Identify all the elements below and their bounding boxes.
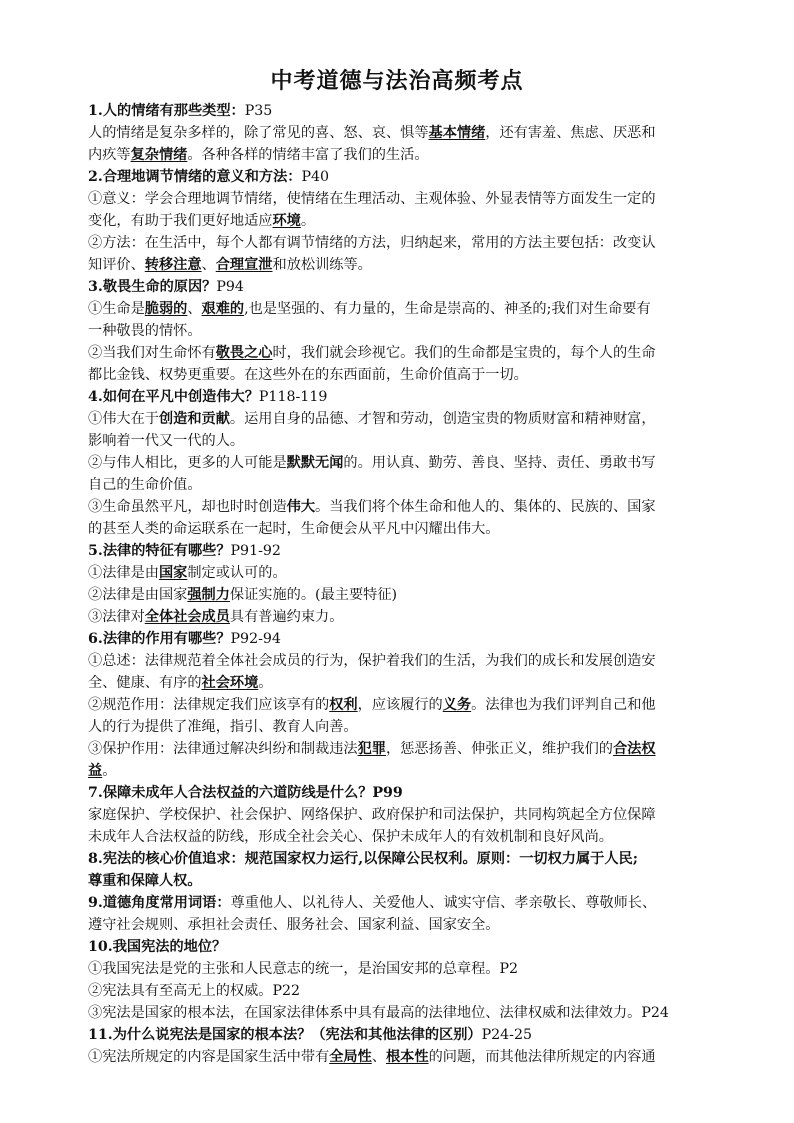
key-term: 益 (88, 763, 103, 779)
text-line (60, 606, 734, 628)
text-run: 制定或认可的。 (187, 565, 287, 581)
key-term: 转移注意 (144, 257, 202, 273)
text-run: 知评价、 (88, 257, 145, 273)
text-line (60, 958, 734, 980)
text-line (60, 892, 734, 914)
bold-text: 6. (88, 631, 103, 647)
bold-text: 道德角度常用词语： (102, 895, 231, 911)
text-run: 都比金钱、权势更重要。在这些外在的东西面前，生命价值高于一切。 (88, 367, 528, 383)
text-line (60, 628, 734, 650)
text-run: P35 (244, 103, 273, 119)
bold-text: 尊重和保障人权。 (88, 873, 202, 889)
text-line (60, 672, 734, 694)
text-line (60, 232, 734, 254)
text-line (60, 100, 734, 122)
text-line (60, 408, 734, 430)
key-term: 强制力 (187, 587, 230, 603)
text-run: 一种敬畏的情怀。 (88, 323, 202, 339)
text-run: 。 (300, 213, 316, 229)
text-line (60, 562, 734, 584)
key-term: 义务 (442, 697, 472, 713)
text-run: 、 (371, 1049, 386, 1065)
bold-text: 默默无闻 (286, 455, 344, 471)
text-run: ①宪法所规定的内容是国家生活中带有 (88, 1049, 330, 1065)
text-run: P92-94 (230, 631, 281, 647)
bold-text: 创造和贡献 (158, 411, 230, 427)
bold-text: 敬畏生命的原因？ (102, 279, 217, 295)
text-run: ,也是坚强的、有力量的，生命是崇高的、神圣的;我们对生命要有 (244, 301, 651, 317)
text-line (60, 848, 734, 870)
bold-text: 如何在平凡中创造伟大？ (102, 389, 259, 405)
bold-text: 5. (88, 543, 103, 559)
key-term: 合法权 (612, 741, 656, 757)
text-run: ③法律对 (88, 609, 145, 625)
text-run: ②宪法具有至高无上的权威。P22 (88, 983, 301, 999)
text-run: ③生命虽然平凡，却也时时创造 (88, 499, 287, 515)
text-run: ②方法：在生活中，每个人都有调节情绪的方法，归纳起来，常用的方法主要包括：改变认 (88, 235, 656, 251)
bold-text: 保障未成年人合法权益的六道防线是什么？ (102, 785, 373, 801)
text-run: ，惩恶扬善、伸张正义，维护我们的 (385, 741, 613, 757)
text-line (60, 540, 734, 562)
text-run: 变化，有助于我们更好地适应 (88, 213, 273, 229)
text-run: ②与伟人相比，更多的人可能是 (88, 455, 287, 471)
text-run: ①意义：学会合理地调节情绪，使情绪在生理活动、主观体验、外显表情等方面发生一定的 (88, 191, 656, 207)
text-line (60, 254, 734, 276)
key-term: 合理宣泄 (215, 257, 273, 273)
key-term: 复杂情绪 (130, 147, 188, 163)
text-run: 。 (258, 675, 273, 691)
text-run: ①生命是 (88, 301, 145, 317)
text-run: 人的行为提供了准绳，指引、教育人向善。 (88, 719, 358, 735)
text-run: 、 (187, 301, 202, 317)
key-term: 艰难的 (201, 301, 245, 317)
bold-text: 我国宪法的地位？ (112, 939, 227, 955)
text-line (60, 276, 734, 298)
text-line (60, 716, 734, 738)
text-run: 、 (201, 257, 216, 273)
text-line (60, 474, 734, 496)
bold-text: 伟大 (286, 499, 316, 515)
bold-text: 法律的作用有哪些？ (102, 631, 231, 647)
text-run: P40 (301, 169, 330, 185)
key-term: 社会环境 (201, 675, 259, 691)
text-run: P118-119 (258, 389, 328, 405)
text-run: 家庭保护、学校保护、社会保护、网络保护、政府保护和司法保护，共同构筑起全方位保障 (88, 807, 656, 823)
key-term: 基本情绪 (428, 125, 486, 141)
text-line (60, 518, 734, 540)
document-body (60, 100, 734, 1068)
text-run: 具有普遍约束力。 (229, 609, 344, 625)
key-term: 全局性 (329, 1049, 372, 1065)
bold-text: 2. (88, 169, 103, 185)
key-term: 环境 (272, 213, 301, 229)
text-run: ③宪法是国家的根本法，在国家法律体系中具有最高的法律地位、法律权威和法律效力。P24 (88, 1005, 669, 1021)
bold-text: 1. (88, 103, 103, 119)
bold-text: P99 (372, 785, 403, 801)
key-term: 敬畏之心 (215, 345, 273, 361)
text-line (60, 342, 734, 364)
text-run: ，还有害羞、焦虑、厌恶和 (485, 125, 656, 141)
text-line (60, 496, 734, 518)
text-run: 。法律也为我们评判自己和他 (471, 697, 656, 713)
bold-text: 为什么说宪法是国家的根本法？（宪法和其他法律的区别） (112, 1027, 482, 1043)
text-run: ①我国宪法是党的主张和人民意志的统一，是治国安邦的总章程。P2 (88, 961, 519, 977)
text-line (60, 166, 734, 188)
text-run: 遵守社会规则、承担社会责任、服务社会、国家利益、国家安全。 (88, 917, 500, 933)
document-title: 中考道德与法治高频考点 (270, 69, 524, 94)
bold-text: 8. (88, 851, 103, 867)
bold-text: 3. (88, 279, 103, 295)
text-line (60, 144, 734, 166)
bold-text: 4. (88, 389, 103, 405)
text-line (60, 298, 734, 320)
text-line (60, 694, 734, 716)
text-line (60, 914, 734, 936)
text-line (60, 936, 734, 958)
text-run: ③保护作用：法律通过解决纠纷和制裁违法 (88, 741, 358, 757)
text-run: P91-92 (230, 543, 281, 559)
text-run: ②法律是由国家 (88, 587, 188, 603)
text-line (60, 584, 734, 606)
key-term: 全体社会成员 (144, 609, 230, 625)
bold-text: 11. (88, 1027, 113, 1043)
text-line (60, 386, 734, 408)
text-line (60, 1002, 734, 1024)
text-run: 。各种各样的情绪丰富了我们的生活。 (187, 147, 429, 163)
text-run: 时，我们就会珍视它。我们的生命都是宝贵的，每个人的生命 (272, 345, 656, 361)
text-run: ①法律是由 (88, 565, 159, 581)
text-run: 保证实施的。(最主要特征) (229, 587, 398, 603)
text-run: 。当我们将个体生命和他人的、集体的、民族的、国家 (315, 499, 656, 515)
text-line (60, 188, 734, 210)
bold-text: 宪法的核心价值追求：规范国家权力运行,以保障公民权利。原则：一切权力属于人民; (102, 851, 638, 867)
text-run: 。运用自身的品德、才智和劳动，创造宝贵的物质财富和精神财富， (229, 411, 656, 427)
text-run: 的问题，而其他法律所规定的内容通 (428, 1049, 656, 1065)
text-line (60, 1024, 734, 1046)
text-line (60, 1046, 734, 1068)
text-run: P94 (216, 279, 244, 295)
text-line (60, 826, 734, 848)
text-line (60, 738, 734, 760)
text-line (60, 804, 734, 826)
text-run: ，应该履行的 (357, 697, 443, 713)
text-line (60, 760, 734, 782)
text-run: ②当我们对生命怀有 (88, 345, 216, 361)
text-run: ①伟大在于 (88, 411, 159, 427)
text-run: 人的情绪是复杂多样的，除了常见的喜、怒、哀、惧等 (88, 125, 429, 141)
text-run: 影响着一代又一代的人。 (88, 433, 245, 449)
text-line (60, 980, 734, 1002)
text-run: 未成年人合法权益的防线，形成全社会关心、保护未成年人的有效机制和良好风尚。 (88, 829, 613, 845)
bold-text: 法律的特征有哪些？ (102, 543, 231, 559)
text-run: P24-25 (481, 1027, 533, 1043)
text-line (60, 364, 734, 386)
text-line (60, 452, 734, 474)
bold-text: 7. (88, 785, 103, 801)
key-term: 脆弱的 (144, 301, 188, 317)
key-term: 犯罪 (357, 741, 386, 757)
text-line (60, 430, 734, 452)
text-run: 自己的生命价值。 (88, 477, 202, 493)
bold-text: 人的情绪有那些类型： (102, 103, 245, 119)
bold-text: 9. (88, 895, 103, 911)
text-run: 尊重他人、以礼待人、关爱他人、诚实守信、孝亲敬长、尊敬师长、 (230, 895, 657, 911)
text-line (60, 122, 734, 144)
text-line (60, 320, 734, 342)
text-run: 。 (102, 763, 117, 779)
key-term: 根本性 (385, 1049, 429, 1065)
text-run: 的。用认真、勤劳、善良、坚持、责任、勇敢书写 (343, 455, 656, 471)
text-run: ②规范作用：法律规定我们应该享有的 (88, 697, 330, 713)
text-line (60, 782, 734, 804)
bold-text: 合理地调节情绪的意义和方法： (102, 169, 302, 185)
text-run: 的甚至人类的命运联系在一起时，生命便会从平凡中闪耀出伟大。 (88, 521, 500, 537)
text-line (60, 210, 734, 232)
text-line (60, 870, 734, 892)
key-term: 国家 (158, 565, 188, 581)
text-line (60, 650, 734, 672)
bold-text: 10. (88, 939, 113, 955)
text-run: 和放松训练等。 (272, 257, 372, 273)
text-run: 全、健康、有序的 (88, 675, 202, 691)
text-run: 内疚等 (88, 147, 131, 163)
key-term: 权利 (329, 697, 358, 713)
text-run: ①总述：法律规范着全体社会成员的行为，保护着我们的生活，为我们的成长和发展创造安 (88, 653, 656, 669)
